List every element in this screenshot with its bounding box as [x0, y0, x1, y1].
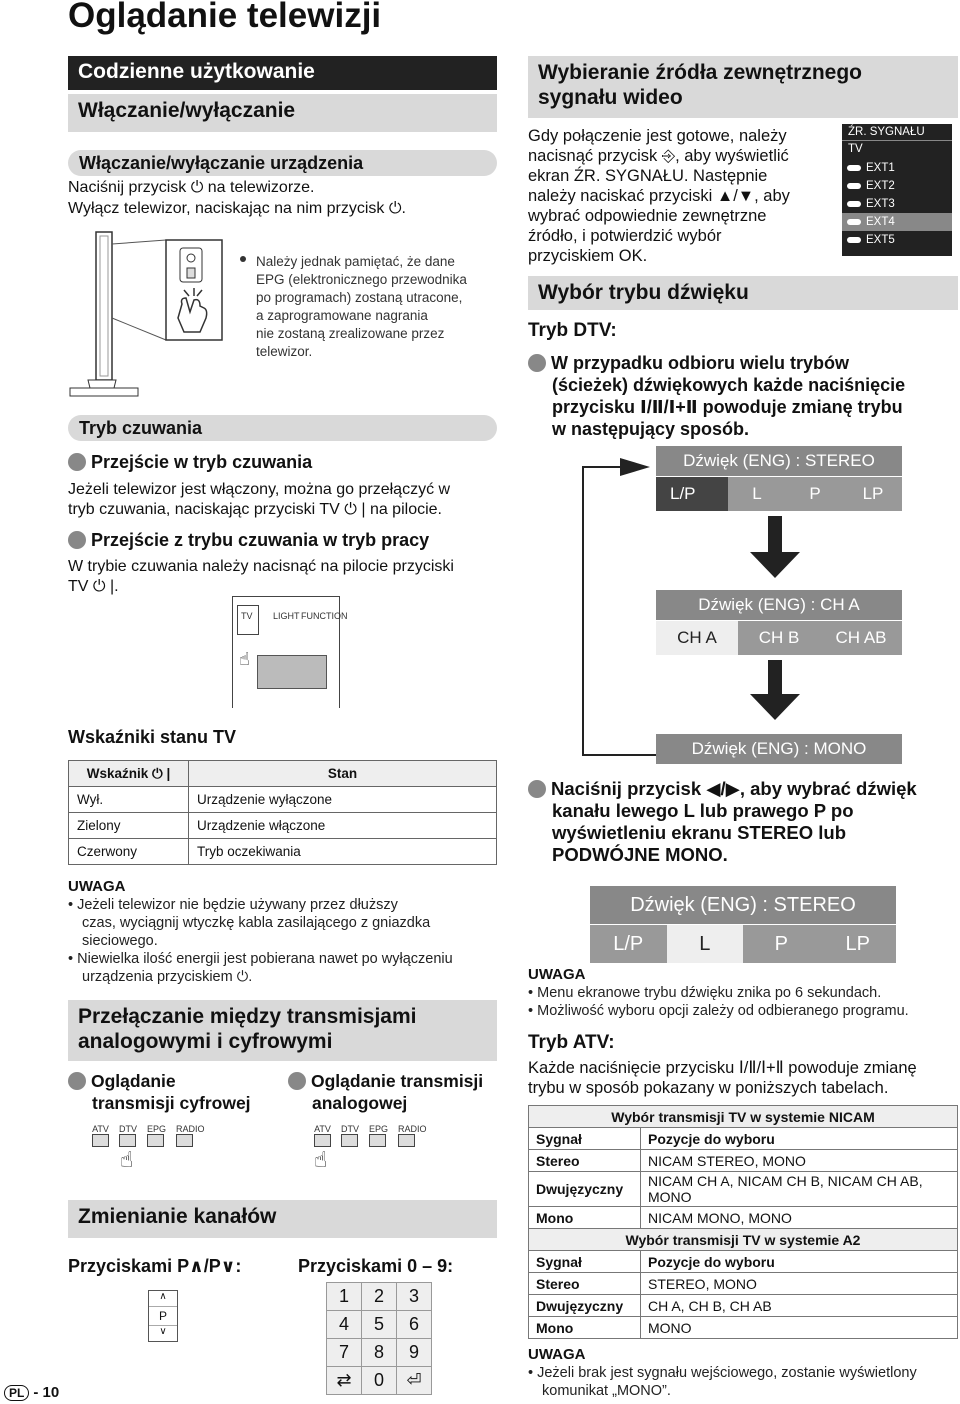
flow-mono-box: Dźwięk (ENG) : MONO [656, 734, 902, 764]
from-standby-heading: Przejście z trybu czuwania w tryb pracy [68, 530, 429, 551]
a2-table-title: Wybór transmisji TV w systemie A2 [529, 1229, 958, 1251]
epg-note: Należy jednak pamiętać, że dane EPG (elektronicznego przewodnika po programach) zostaną utracone, a zaprogramowane nagrania nie zostaną zrealizowane przez telewizor. [256, 254, 467, 359]
uwaga-heading: UWAGA [528, 966, 586, 983]
page-footer [4, 1384, 59, 1401]
hand-icon: ☝ [239, 649, 250, 669]
status-col-indicator: Wskaźnik ⏻ | [69, 761, 189, 787]
tv-power-button[interactable] [237, 605, 259, 635]
sound-systems-table [528, 1105, 958, 1339]
source-menu-item-ext1[interactable]: EXT1 [842, 159, 952, 177]
subsection-standby: Tryb czuwania [68, 415, 497, 441]
big-stereo-opt[interactable]: L [667, 925, 744, 963]
nicam-cell: NICAM STEREO, MONO [641, 1150, 958, 1172]
dtv-bullet: W przypadku odbioru wielu trybów (ścieżek) dźwiękowych każde naciśnięcie przycisku Ⅰ/Ⅱ/Ⅰ+Ⅱ powoduje zmianę trybu w następujący sposób. [528, 352, 958, 440]
page-title: Oglądanie telewizji [68, 0, 382, 35]
big-stereo-opt[interactable]: L/P [613, 933, 644, 955]
flow-arrow-right-icon [620, 458, 650, 476]
uwaga-list: • Jeżeli telewizor nie będzie używany przez dłuższy czas, wyciągnij wtyczkę kabla zasilającego z gniazdka sieciowego. • Niewielka ilość energii jest pobierana nawet po wyłączeniu urządzenia przyciskiem ⏻. [68, 897, 453, 985]
atv-heading: Tryb ATV: [528, 1032, 615, 1053]
status-table [68, 760, 497, 865]
chevron-up-icon[interactable]: ∧ [149, 1291, 177, 1307]
flow-cha-title: Dźwięk (ENG) : CH A [656, 590, 902, 620]
status-title: Wskaźniki stanu TV [68, 727, 237, 747]
analog-heading: Oglądanie transmisji analogowej [288, 1070, 483, 1114]
flow-return-line [582, 754, 656, 756]
source-menu [842, 124, 952, 256]
flow-opt: CH AB [835, 628, 887, 647]
ext-source-text: Gdy połączenie jest gotowe, należy nacisnąć przycisk ⎆, aby wyświetlić ekran ŹR. SYGNAŁU. Następnie należy naciskać przyciski ▲/▼, aby wybrać odpowiednie zewnętrzne źródło, i potwierdzić wybór przyciskiem OK. [528, 127, 790, 265]
flow-opt: CH B [758, 628, 800, 647]
lr-bullet: Naciśnij przycisk ◀/▶, aby wybrać dźwięk kanału lewego L lub prawego P po wyświetleniu ekranu STEREO lub PODWÓJNE MONO. [528, 778, 960, 866]
flashback-key[interactable]: ⇄ [327, 1367, 362, 1395]
tv-side-illustration [66, 228, 236, 404]
uwaga-list: • Menu ekranowe trybu dźwięku znika po 6 sekundach. • Możliwość wyboru opcji zależy od odbieranego programu. [528, 985, 909, 1019]
source-buttons-analog: ATV DTV EPG RADIO ☝ [314, 1124, 434, 1173]
key-8[interactable]: 8 [362, 1339, 397, 1367]
atv-button[interactable] [92, 1134, 109, 1147]
status-cell: Zielony [69, 813, 189, 839]
nicam-header: Sygnał [529, 1128, 641, 1150]
source-menu-item-ext5[interactable]: EXT5 [842, 231, 952, 249]
section-onoff: Włączanie/wyłączanie [68, 94, 497, 132]
lang-badge: PL [4, 1385, 29, 1401]
section-switch-broadcast: Przełączanie między transmisjami analogowymi i cyfrowymi [68, 1000, 497, 1061]
key-1[interactable]: 1 [327, 1283, 362, 1311]
key-0[interactable]: 0 [362, 1367, 397, 1395]
flow-arrow-down-icon [750, 552, 800, 578]
p-updown-button[interactable] [148, 1290, 178, 1342]
flow-arrow-down-icon [750, 694, 800, 720]
onoff-line1: Naciśnij przycisk ⏻ na telewizorze. [68, 179, 315, 196]
source-menu-title: ŹR. SYGNAŁU [842, 124, 952, 141]
big-stereo-box [590, 886, 896, 963]
nicam-cell: Stereo [529, 1150, 641, 1172]
flow-arrow-shaft [768, 660, 782, 696]
key-5[interactable]: 5 [362, 1311, 397, 1339]
flow-return-line [582, 466, 622, 468]
status-cell: Czerwony [69, 839, 189, 865]
remote-tv-label: TV [241, 611, 253, 621]
dtv-heading: Tryb DTV: [528, 320, 617, 341]
hand-icon: ☝ [120, 1147, 134, 1172]
big-stereo-title: Dźwięk (ENG) : STEREO [590, 886, 896, 924]
status-cell: Urządzenie włączone [189, 813, 497, 839]
uwaga-list: • Jeżeli brak jest sygnału wejściowego, zostanie wyświetlony komunikat „MONO”. [528, 1365, 917, 1399]
a2-cell: Stereo [529, 1273, 641, 1295]
from-standby-text: W trybie czuwania należy nacisnąć na pilocie przyciski TV ⏻ |. [68, 558, 454, 595]
uwaga-heading: UWAGA [68, 878, 126, 895]
source-menu-item-ext3[interactable]: EXT3 [842, 195, 952, 213]
remote-light-label: LIGHT [273, 611, 300, 621]
input-key[interactable]: ⏎ [397, 1367, 432, 1395]
nicam-cell: Dwujęzyczny [529, 1172, 641, 1207]
to-standby-heading: Przejście w tryb czuwania [68, 452, 312, 473]
a2-cell: CH A, CH B, CH AB [641, 1295, 958, 1317]
nicam-cell: NICAM MONO, MONO [641, 1207, 958, 1229]
a2-cell: Mono [529, 1317, 641, 1339]
a2-header: Pozycje do wyboru [641, 1251, 958, 1273]
section-channels: Zmienianie kanałów [68, 1200, 497, 1238]
flow-opt: L [752, 484, 762, 503]
dtv-button[interactable] [119, 1134, 136, 1147]
epg-button[interactable] [369, 1134, 386, 1147]
a2-header: Sygnał [529, 1251, 641, 1273]
remote-illustration [232, 596, 348, 708]
by-digits-heading: Przyciskami 0 – 9: [298, 1256, 454, 1276]
key-7[interactable]: 7 [327, 1339, 362, 1367]
status-cell: Wył. [69, 787, 189, 813]
big-stereo-opt[interactable]: LP [845, 933, 870, 955]
onoff-line2: Wyłącz telewizor, naciskając na nim przycisk ⏻. [68, 200, 406, 217]
flow-stereo-box [656, 446, 902, 511]
subsection-onoff-device: Włączanie/wyłączanie urządzenia [68, 150, 497, 176]
radio-button[interactable] [398, 1134, 415, 1147]
key-3[interactable]: 3 [397, 1283, 432, 1311]
key-6[interactable]: 6 [397, 1311, 432, 1339]
atv-button[interactable] [314, 1134, 331, 1147]
a2-cell: MONO [641, 1317, 958, 1339]
key-9[interactable]: 9 [397, 1339, 432, 1367]
flow-arrow-shaft [768, 516, 782, 554]
status-cell: Tryb oczekiwania [189, 839, 497, 865]
flow-opt: CH A [656, 621, 738, 655]
section-sound-mode: Wybór trybu dźwięku [528, 276, 958, 310]
epg-button[interactable] [147, 1134, 164, 1147]
flow-opt: L/P [656, 477, 728, 511]
a2-cell: Dwujęzyczny [529, 1295, 641, 1317]
dtv-button[interactable] [341, 1134, 358, 1147]
remote-function-label: FUNCTION [301, 611, 348, 621]
atv-text: Każde naciśnięcie przycisku Ⅰ/Ⅱ/Ⅰ+Ⅱ powoduje zmianę trybu w sposób pokazany w poniższych tabelach. [528, 1059, 917, 1097]
source-menu-item-tv[interactable]: TV [848, 143, 863, 155]
source-menu-item-ext4[interactable]: EXT4 [842, 213, 952, 231]
bullet-dot [240, 256, 246, 262]
status-col-state: Stan [189, 761, 497, 787]
by-p-heading: Przyciskami P∧/P∨: [68, 1256, 242, 1276]
source-menu-item-ext2[interactable]: EXT2 [842, 177, 952, 195]
nicam-table-title: Wybór transmisji TV w systemie NICAM [529, 1106, 958, 1128]
page-number: - 10 [33, 1384, 60, 1401]
source-buttons-digital: ATV DTV EPG RADIO ☝ [92, 1124, 212, 1173]
nicam-cell: Mono [529, 1207, 641, 1229]
digital-heading: Oglądanie transmisji cyfrowej [68, 1070, 251, 1114]
radio-button[interactable] [176, 1134, 193, 1147]
chevron-down-icon[interactable]: ∨ [149, 1325, 177, 1341]
flow-stereo-title: Dźwięk (ENG) : STEREO [656, 446, 902, 476]
big-stereo-opt[interactable]: P [774, 933, 788, 955]
flow-opt: LP [862, 484, 884, 503]
key-4[interactable]: 4 [327, 1311, 362, 1339]
flow-opt: P [809, 484, 821, 503]
nicam-cell: NICAM CH A, NICAM CH B, NICAM CH AB, MONO [641, 1172, 958, 1207]
hand-icon: ☝ [314, 1147, 328, 1172]
to-standby-text: Jeżeli telewizor jest włączony, można go przełączyć w tryb czuwania, naciskając przyciski TV ⏻ | na pilocie. [68, 481, 451, 518]
flow-return-line [582, 466, 584, 756]
remote-screen [257, 655, 327, 689]
keypad [326, 1282, 432, 1395]
key-2[interactable]: 2 [362, 1283, 397, 1311]
flow-cha-box [656, 590, 902, 655]
a2-cell: STEREO, MONO [641, 1273, 958, 1295]
p-label: P [158, 1309, 167, 1323]
section-daily-use: Codzienne użytkowanie [68, 56, 497, 90]
status-cell: Urządzenie wyłączone [189, 787, 497, 813]
nicam-header: Pozycje do wyboru [641, 1128, 958, 1150]
uwaga-heading: UWAGA [528, 1346, 586, 1363]
section-ext-source: Wybieranie źródła zewnętrznego sygnału wideo [528, 56, 958, 118]
